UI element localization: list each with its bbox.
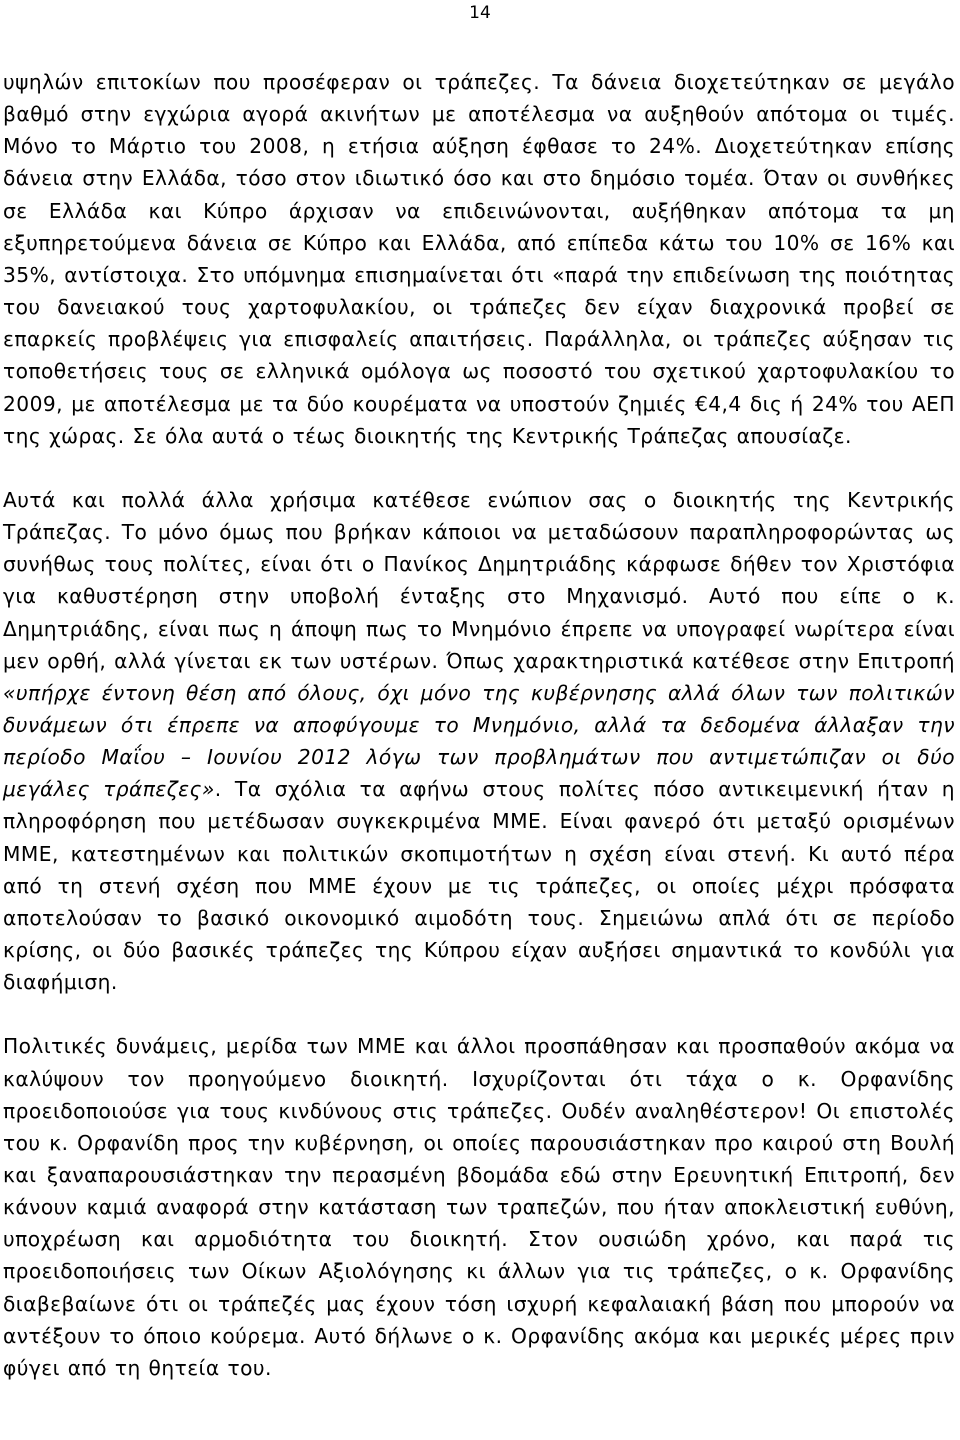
paragraph-3: Πολιτικές δυνάμεις, μερίδα των ΜΜΕ και άλλοι προσπάθησαν και προσπαθούν ακόμα να καλύψουν τον προηγούμενο διοικητή. Ισχυρίζονται ότι τάχα ο κ. Ορφανίδης προειδοποιούσε για τους κινδύνους στις τράπεζες. Ουδέν αναληθέστερον! Οι επιστολές του κ. Ορφανίδη προς την κυβέρνηση, οι οποίες παρουσιάστηκαν προ καιρού στη Βουλή και ξαναπαρουσιάστηκαν την περασμένη βδομάδα εδώ στην Ερευνητική Επιτροπή, δεν κάνουν καμιά αναφορά στην κατάσταση των τραπεζών, που ήταν αποκλειστική ευθύνη, υποχρέωση και αρμοδιότητα του διοικητή. Στον ουσιώδη χρόνο, και παρά τις προειδοποιήσεις των Οίκων Αξιολόγησης κι άλλων για τις τράπεζες, ο κ. Ορφανίδης διαβεβαίωνε ότι οι τράπεζές μας έχουν τόση ισχυρή κεφαλαιακή βάση που μπορούν να αντέξουν το όποιο κούρεμα. Αυτό δήλωνε ο κ. Ορφανίδης ακόμα και μερικές μέρες πριν φύγει από τη θητεία του. xyxy=(3,1034,955,1380)
committee-quote: «υπήρχε έντονη θέση από όλους, όχι μόνο της κυβέρνησης αλλά όλων των πολιτικών δυνάμεων ότι έπρεπε να αποφύγουμε το Μνημόνιο, αλλά τα δεδομένα άλλαξαν την περίοδο Μαΐου – Ιουνίου 2012 λόγω των προβλημάτων που αντιμετώπιζαν οι δύο μεγάλες τράπεζες» xyxy=(3,680,955,802)
paragraph-2-text-after: . Τα σχόλια τα αφήνω στους πολίτες πόσο αντικειμενική ήταν η πληροφόρηση που μετέδωσαν συγκεκριμένα ΜΜΕ. Είναι φανερό ότι μεταξύ ορισμένων ΜΜΕ, κατεστημένων και πολιτικών σκοπιμοτήτων η σχέση είναι στενή. Κι αυτό πέρα από τη στενή σχέση που ΜΜΕ έχουν με τις τράπεζες, οι οποίες μέχρι πρόσφατα αποτελούσαν το βασικό οικονομικό αιμοδότη τους. Σημειώνω απλά ότι σε περίοδο κρίσης, οι δύο βασικές τράπεζες της Κύπρου είχαν αυξήσει σημαντικά το κονδύλι για διαφήμιση. xyxy=(3,777,956,995)
page-number: 14 xyxy=(469,3,491,23)
paragraph-2-text-before: Αυτά και πολλά άλλα χρήσιμα κατέθεσε ενώπιον σας ο διοικητής της Κεντρικής Τράπεζας. Το μόνο όμως που βρήκαν κάποιοι να μεταδώσουν παραπληροφορώντας ως συνήθως τους πολίτες, είναι ότι ο Πανίκος Δημητριάδης κάρφωσε δήθεν τον Χριστόφια για καθυστέρηση στην υποβολή ένταξης στο Μηχανισμό. Αυτό που είπε ο κ. Δημητριάδης, είναι πως η άποψη πως το Μνημόνιο έπρεπε να υπογραφεί νωρίτερα είναι μεν ορθή, αλλά γίνεται εκ των υστέρων. Όπως χαρακτηριστικά κατέθεσε στην Επιτροπή xyxy=(3,487,955,673)
document-body xyxy=(3,66,955,1384)
paragraph-1: υψηλών επιτοκίων που προσέφεραν οι τράπεζες. Τα δάνεια διοχετεύτηκαν σε μεγάλο βαθμό στην εγχώρια αγορά ακινήτων με αποτέλεσμα να αυξηθούν απότομα οι τιμές. Μόνο το Μάρτιο του 2008, η ετήσια αύξηση έφθασε το 24%. Διοχετεύτηκαν επίσης δάνεια στην Ελλάδα, τόσο στον ιδιωτικό όσο και στο δημόσιο τομέα. Όταν οι συνθήκες σε Ελλάδα και Κύπρο άρχισαν να επιδεινώνονται, αυξήθηκαν απότομα τα μη εξυπηρετούμενα δάνεια σε Κύπρο και Ελλάδα, από επίπεδα κάτω του 10% σε 16% και 35%, αντίστοιχα. Στο υπόμνημα επισημαίνεται ότι «παρά την επιδείνωση της ποιότητας του δανειακού τους χαρτοφυλακίου, οι τράπεζες δεν είχαν διαχρονικά προβεί σε επαρκείς προβλέψεις για επισφαλείς απαιτήσεις. Παράλληλα, οι τράπεζες αύξησαν τις τοποθετήσεις τους σε ελληνικά ομόλογα ως ποσοστό του σχετικού χαρτοφυλακίου το 2009, με αποτέλεσμα με τα δύο κουρέματα να υποστούν ζημιές €4,4 δις ή 24% του ΑΕΠ της χώρας. Σε όλα αυτά ο τέως διοικητής της Κεντρικής Τράπεζας απουσίαζε. xyxy=(3,70,955,448)
paragraph-2 xyxy=(3,484,955,999)
